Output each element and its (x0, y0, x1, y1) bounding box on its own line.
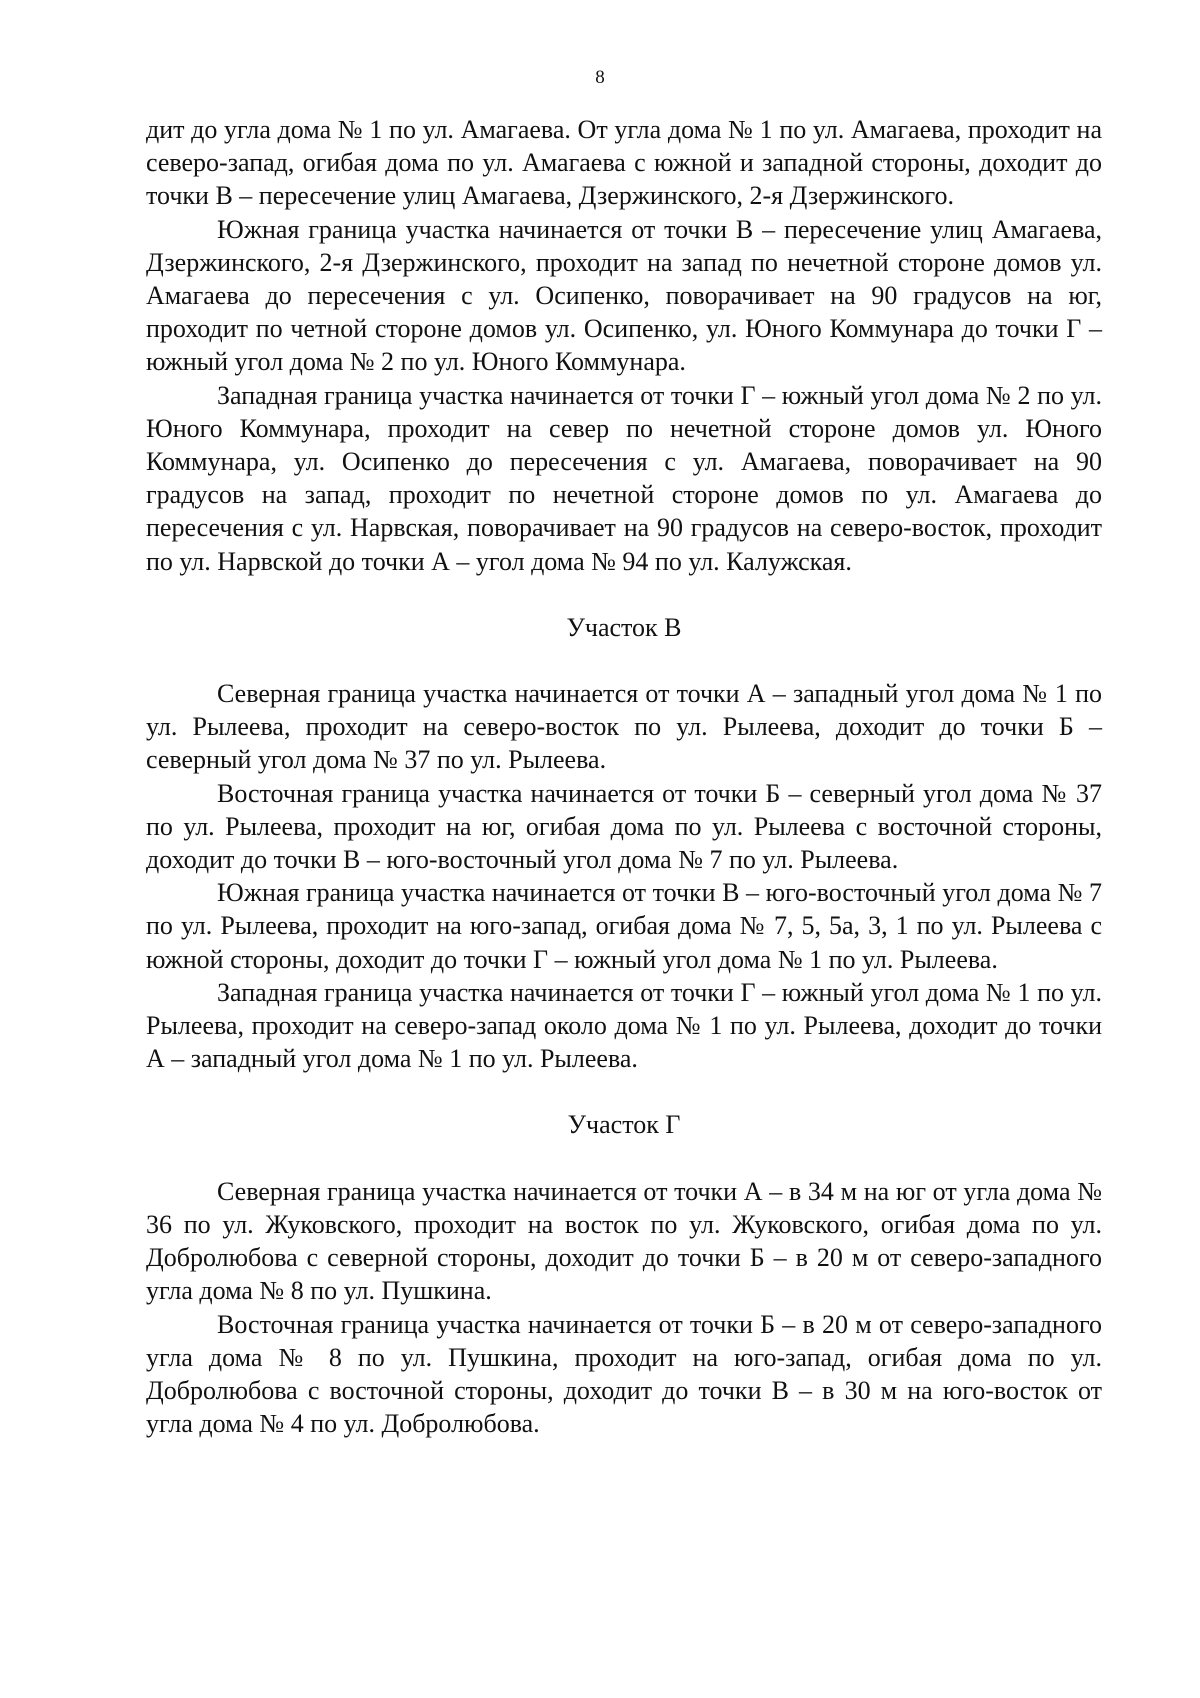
paragraph-west-boundary: Западная граница участка начинается от точки Г – южный угол дома № 1 по ул. Рылеева, проходит на северо-запад около дома № 1 по ул. Рылеева, доходит до точки А – западный угол дома № 1 по ул. Рылеева. (146, 977, 1102, 1074)
paragraph-east-boundary: Восточная граница участка начинается от точки Б – в 20 м от северо-западного угла дома № 8 по ул. Пушкина, проходит на юго-запад, огибая дома по ул. Добролюбова с восточной стороны, доходит до точки В – в 30 м на юго-восток от угла дома № 4 по ул. Добролюбова. (146, 1309, 1102, 1439)
continuation-paragraph: дит до угла дома № 1 по ул. Амагаева. От угла дома № 1 по ул. Амагаева, проходит на северо-запад, огибая дома по ул. Амагаева с южной и западной стороны, доходит до точки В – пересечение улиц Амагаева, Дзержинского, 2-я Дзержинского. (146, 115, 1102, 211)
paragraph-east-boundary: Восточная граница участка начинается от точки Б – северный угол дома № 37 по ул. Рылеева, проходит на юг, огибая дома по ул. Рылеева с восточной стороны, доходит до точки В – юго-восточный угол дома № 7 по ул. Рылеева. (146, 778, 1102, 875)
section-spacer (146, 578, 1102, 611)
paragraph-south-boundary: Южная граница участка начинается от точки В – пересечение улиц Амагаева, Дзержинского, 2-я Дзержинского, проходит на запад по нечетной стороне домов ул. Амагаева до пересечения с ул. Осипенко, поворачивает на 90 градусов на юг, проходит по четной стороне домов ул. Осипенко, ул. Юного Коммунара до точки Г – южный угол дома № 2 по ул. Юного Коммунара. (146, 214, 1102, 377)
paragraph-north-boundary: Северная граница участка начинается от точки А – в 34 м на юг от угла дома № 36 по ул. Жуковского, проходит на восток по ул. Жуковского, огибая дома по ул. Добролюбова с северной стороны, доходит до точки Б – в 20 м от северо-западного угла дома № 8 по ул. Пушкина. (146, 1176, 1102, 1306)
paragraph-north-boundary: Северная граница участка начинается от точки А – западный угол дома № 1 по ул. Рылеева, проходит на северо-восток по ул. Рылеева, доходит до точки Б – северный угол дома № 37 по ул. Рылеева. (146, 679, 1102, 775)
page-number: 8 (595, 67, 605, 88)
paragraph-south-boundary: Южная граница участка начинается от точки В – юго-восточный угол дома № 7 по ул. Рылеева, проходит на юго-запад, огибая дома № 7, 5, 5а, 3, 1 по ул. Рылеева с южной стороны, доходит до точки Г – южный угол дома № 1 по ул. Рылеева. (146, 878, 1102, 974)
paragraph-west-boundary: Западная граница участка начинается от точки Г – южный угол дома № 2 по ул. Юного Коммунара, проходит на север по нечетной стороне домов ул. Юного Коммунара, ул. Осипенко до пересечения с ул. Амагаева, поворачивает на 90 градусов на запад, проходит по нечетной стороне домов по ул. Амагаева до пересечения с ул. Нарвская, поворачивает на 90 градусов на северо-восток, проходит по ул. Нарвской до точки А – угол дома № 94 по ул. Калужская. (146, 380, 1102, 576)
section-spacer (146, 1075, 1102, 1108)
section-spacer (146, 1142, 1102, 1175)
section-heading-v: Участок В (566, 612, 682, 642)
document-body (146, 113, 1102, 1440)
section-spacer (146, 644, 1102, 677)
section-heading-g: Участок Г (567, 1110, 681, 1140)
